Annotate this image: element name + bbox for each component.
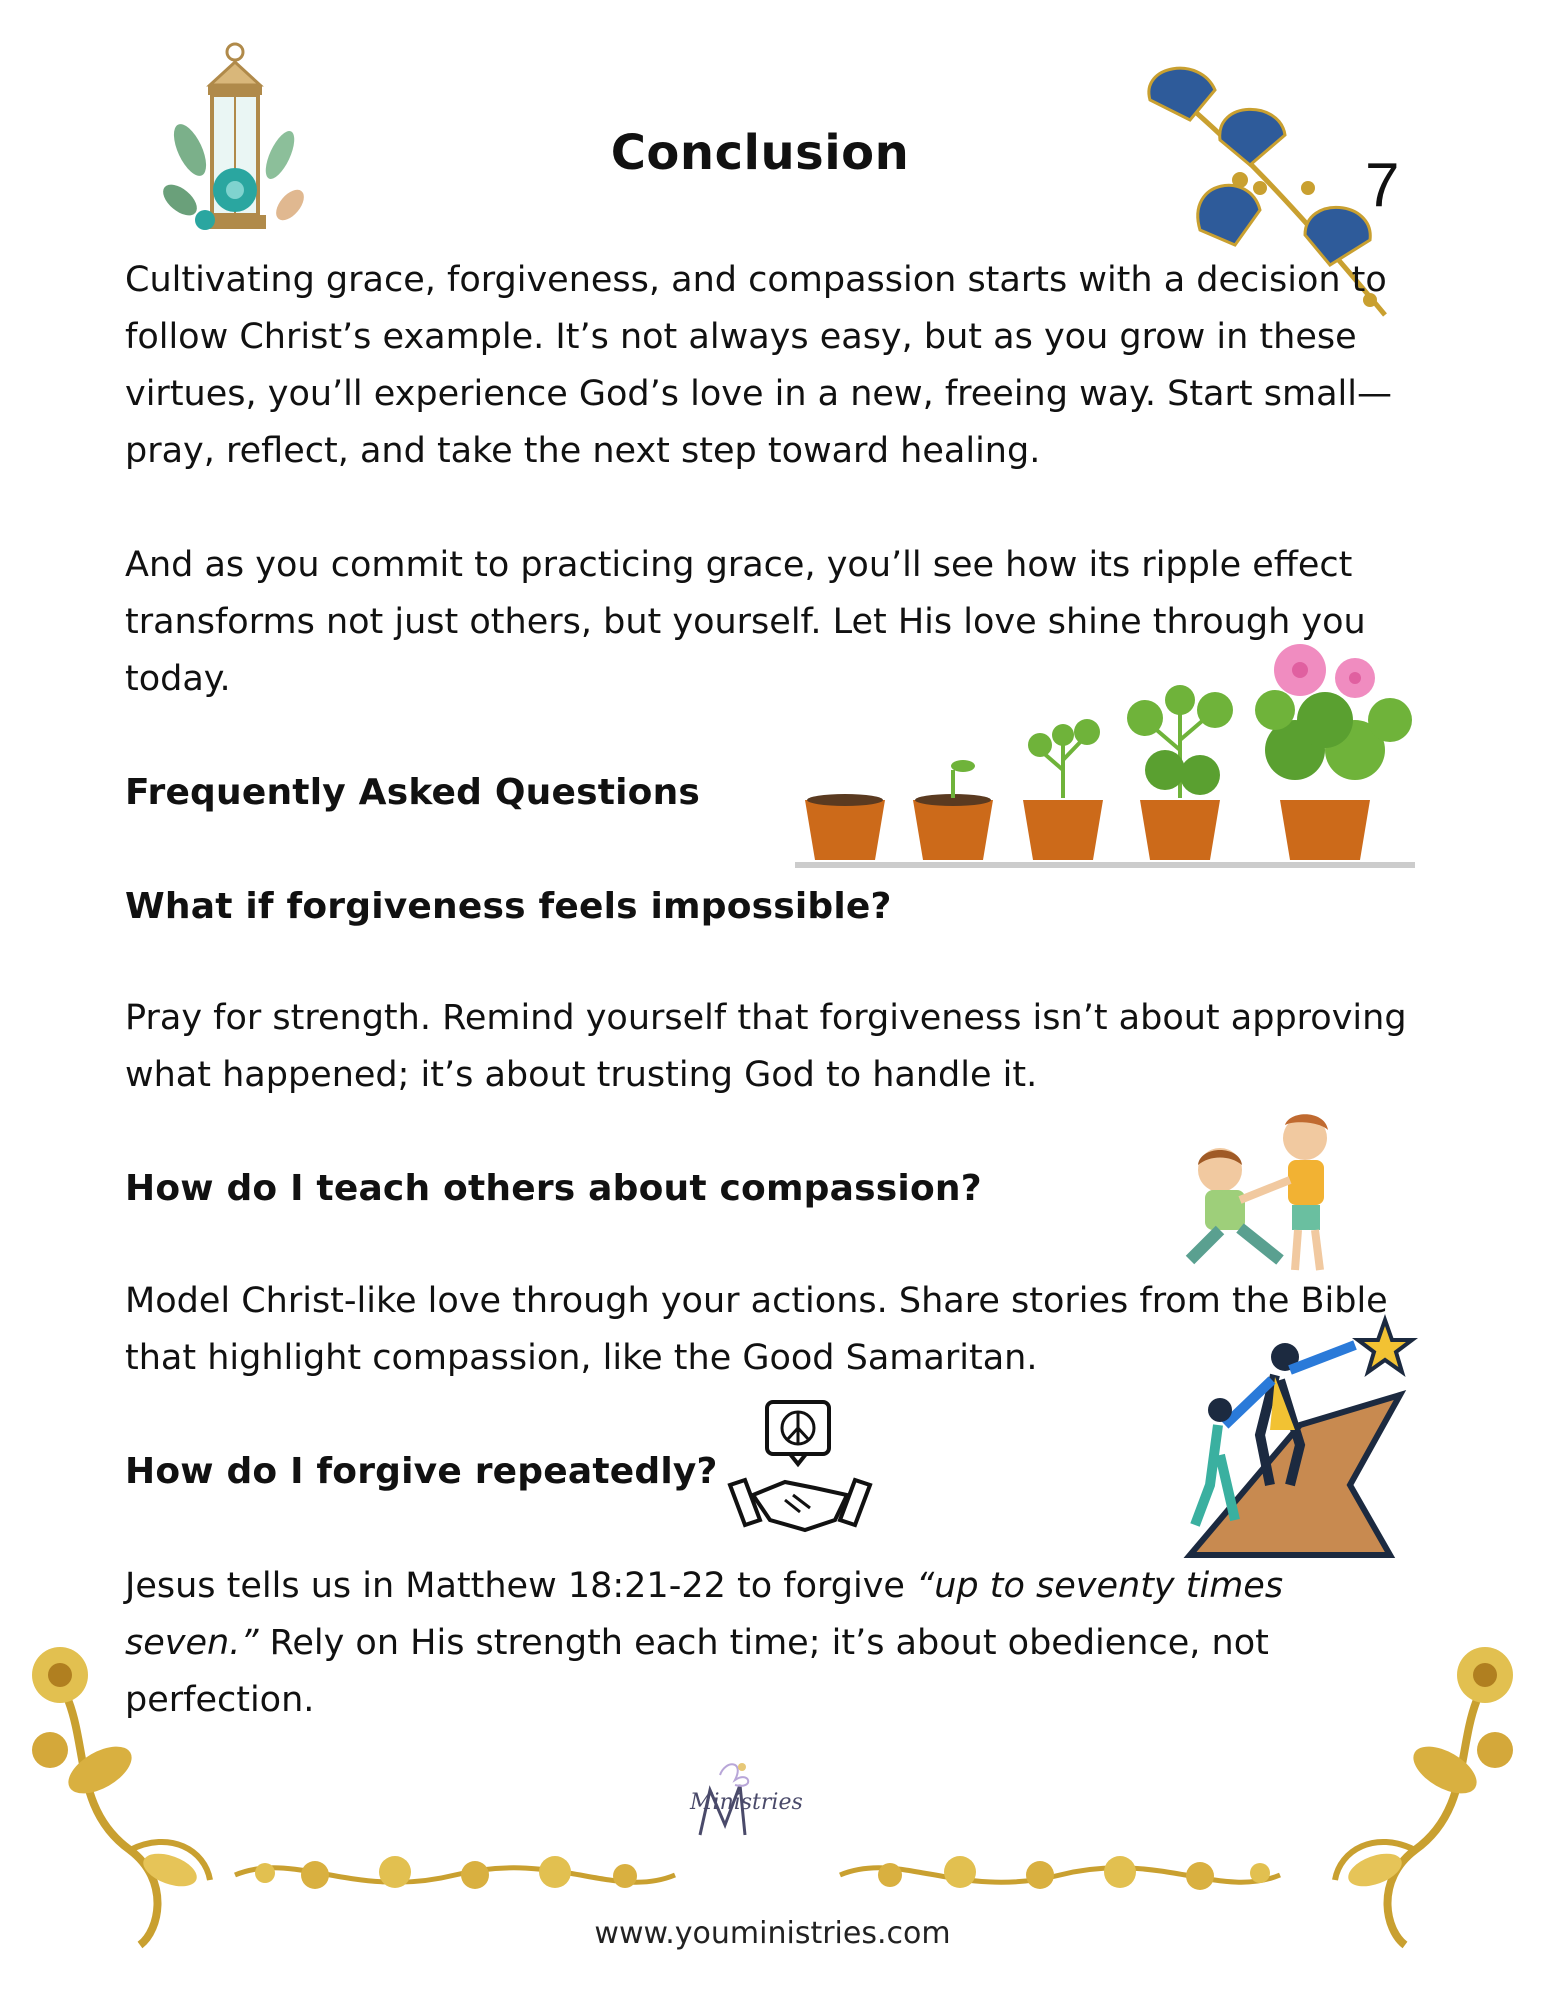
- gold-floral-border-icon: [235, 1840, 675, 1910]
- website-link[interactable]: www.youministries.com: [594, 1916, 951, 1951]
- gold-floral-corner-icon: [1325, 1620, 1525, 1950]
- intro-paragraph-1: Cultivating grace, forgiveness, and compassion starts with a decision to follow Christ’s example. It’s not always easy, but as you grow in these virtues, you’ll experience God’s love in a new, freeing way. Start small—pray, reflect, and take the next step toward healing.: [125, 260, 1392, 471]
- gold-floral-border-icon: [840, 1840, 1280, 1910]
- ministries-logo-text: Ministries: [690, 1790, 803, 1815]
- faq-question-3: How do I forgive repeatedly?: [125, 1451, 718, 1492]
- faq-answer-3: Jesus tells us in Matthew 18:21-22 to forgive “up to seventy times seven.” Rely on His strength each time; it’s about obedience, not perfection.: [125, 1566, 1284, 1720]
- handshake-peace-icon: [725, 1400, 875, 1540]
- climbing-help-icon: [1180, 1315, 1410, 1565]
- faq-answer-1: Pray for strength. Remind yourself that forgiveness isn’t about approving what happened; it’s about trusting God to handle it.: [125, 998, 1407, 1095]
- lantern-icon: [150, 40, 320, 250]
- faq-question-1: What if forgiveness feels impossible?: [125, 886, 892, 927]
- gold-floral-corner-icon: [20, 1620, 220, 1950]
- faq-question-2: How do I teach others about compassion?: [125, 1168, 982, 1209]
- faq-answer-2: Model Christ-like love through your actions. Share stories from the Bible that highlight compassion, like the Good Samaritan.: [125, 1281, 1388, 1378]
- page-title: Conclusion: [610, 125, 910, 181]
- page-number: 7: [1365, 151, 1400, 220]
- faq-heading: Frequently Asked Questions: [125, 772, 701, 813]
- children-helping-icon: [1180, 1110, 1360, 1280]
- intro-paragraph-2: And as you commit to practicing grace, you’ll see how its ripple effect transforms not just others, but yourself. Let His love shine through you today.: [125, 545, 1366, 699]
- plant-growth-icon: [795, 640, 1425, 880]
